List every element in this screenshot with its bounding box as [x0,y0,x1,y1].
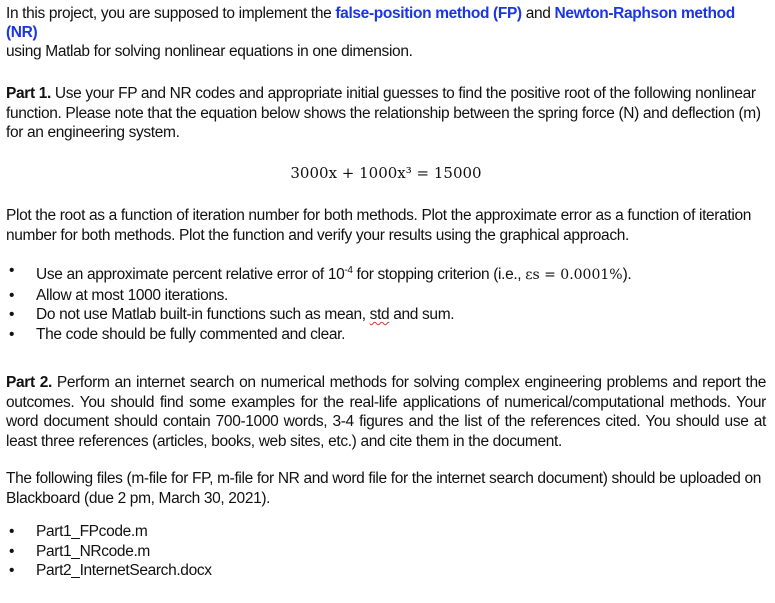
list-item [6,286,766,306]
bullet-text: Do not use Matlab built-in functions such as mean, [36,306,370,324]
plot-paragraph [6,206,766,245]
part2-paragraph [6,373,766,451]
bullet-text: and sum. [389,306,455,324]
bullet-icon: • [9,562,15,580]
list-item [6,542,766,562]
bullet-text: for stopping criterion (i.e., [352,266,526,284]
files-bullet-list [6,522,766,581]
spellcheck-word: std [369,306,390,324]
bullet-icon: • [9,286,15,304]
list-item [6,325,766,345]
file-name: Part1_FPcode.m [36,523,148,541]
bullet-text: Allow at most 1000 iterations. [36,286,228,304]
bullet-icon: • [9,262,15,279]
plot-text: Plot the root as a function of iteration number for both methods. Plot the approximate error as a function of iteration number for both methods. Plot the function and verify your results using the graphical approach. [6,207,751,244]
part1-paragraph [6,84,766,143]
equation [6,164,766,184]
bullet-text: Use an approximate percent relative error of 10 [36,266,345,284]
stopping-criterion-math: εs = 0.0001% [525,267,623,284]
nr-method-highlight: Newton-Raphson method (NR) [6,5,735,41]
file-name: Part1_NRcode.m [36,542,150,560]
list-item [6,561,766,581]
list-item [6,305,766,325]
assignment-document [6,4,766,581]
files-text: The following files (m-file for FP, m-file for NR and word file for the internet search document) should be uploaded on Blackboard (due 2 pm, March 30, 2021). [6,470,761,507]
bullet-icon: • [9,325,15,343]
part1-label: Part 1. [6,85,51,102]
list-item [6,522,766,542]
intro-text-2: using Matlab for solving nonlinear equations in one dimension. [6,43,413,60]
part2-label: Part 2. [6,374,52,392]
exponent: -4 [344,265,353,276]
part1-text: Use your FP and NR codes and appropriate initial guesses to find the positive root of the following nonlinear function. Please note that the equation below shows the relationship between the spring force (N) and deflection (m) for an engineering system. [6,85,761,141]
part1-bullet-list [6,261,766,344]
bullet-icon: • [9,542,15,560]
part2-text: Perform an internet search on numerical methods for solving complex engineering problems and report the outcomes. You should find some examples for the real-life applications of numerical/computational methods. Your word document should contain 700-1000 words, 3-4 figures and the list of the references cited. You should use at least three references (articles, books, web sites, etc.) and cite them in the document. [6,374,767,450]
list-item [6,261,766,286]
fp-method-highlight: false-position method (FP) [335,5,522,22]
bullet-icon: • [9,306,15,324]
bullet-text: ). [622,266,632,284]
intro-text-1: In this project, you are supposed to implement the [6,5,336,22]
bullet-text: The code should be fully commented and clear. [36,325,346,343]
files-paragraph [6,469,766,508]
equation-text: 3000x + 1000x³ = 15000 [290,163,482,182]
file-name: Part2_InternetSearch.docx [36,562,212,580]
bullet-icon: • [9,523,15,541]
intro-and: and [521,5,555,22]
intro-paragraph [6,4,766,61]
